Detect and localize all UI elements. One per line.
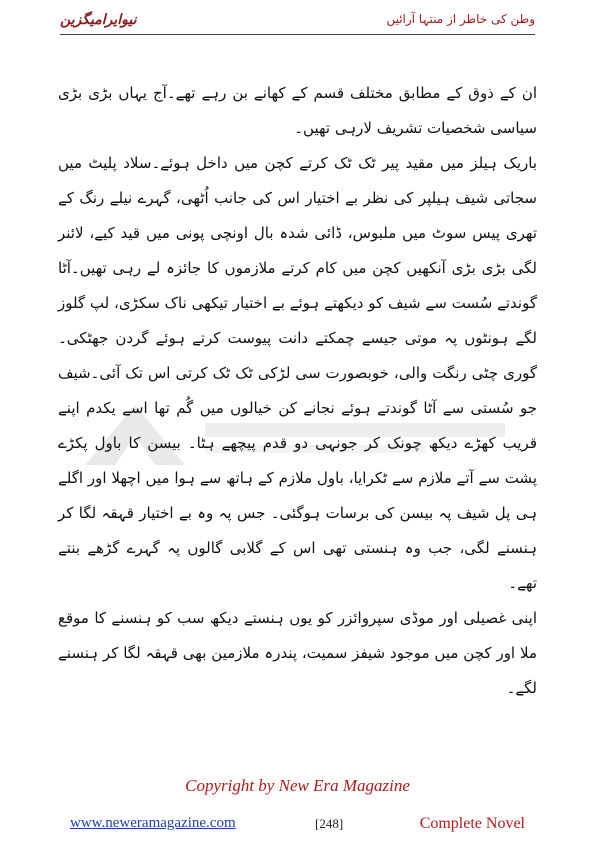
header-divider xyxy=(60,34,535,35)
story-title: وطن کی خاطر از منتہا آرائیں xyxy=(386,12,535,26)
magazine-title: نیوایرامیگزین xyxy=(60,12,137,28)
website-link[interactable]: www.neweramagazine.com xyxy=(70,815,236,831)
body-paragraph: اپنی غصیلی اور موڈی سپروائزر کو یوں ہنستے دیکھ سب کو ہنسنے کا موقع ملا اور کچن میں موجود شیفز سمیت، پندرہ ملازمین بھی قہقہ لگا کر ہنسنے لگے۔ xyxy=(58,609,537,697)
section-label: Complete Novel xyxy=(419,815,525,832)
story-body xyxy=(58,76,537,706)
copyright-notice: Copyright by New Era Magazine xyxy=(185,776,410,795)
page-number: [248] xyxy=(315,816,344,831)
body-paragraph: باریک ہیلز میں مقید پیر ٹک ٹک کرتے کچن میں داخل ہوئے۔سلاد پلیٹ میں سجاتی شیف ہیلپر کی نظر بے اختیار اس کی جانب اُٹھی، گہرے نیلے رنگ کے تھری پیس سوٹ میں ملبوس، ڈائی شدہ بال اونچی پونی میں قید کیے، لائنر لگی بڑی بڑی آنکھیں کچن میں کام کرتے ملازموں کا جائزہ لے رہی تھیں۔آٹا گوندتے سُست سے شیف کو دیکھتے ہوئے بے اختیار تیکھی ناک سکڑی، لپ گلوز لگے ہونٹوں پہ موتی جیسے چمکتے دانت پیوست کرتے ہوئے گردن جھٹکی۔گوری چٹی رنگت والی، خوبصورت سی لڑکی ٹک ٹک کرتی اس تک آئی۔شیف جو سُستی سے آٹا گوندتے ہوئے نجانے کن خیالوں میں گُم تھا اسے یکدم اپنے قریب کھڑے دیکھ چونک کر جونہی دو قدم پیچھے ہٹا۔ بیسن کا باول پکڑے پشت سے آتے ملازم سے ٹکرایا، باول ملازم کے ہاتھ سے ہوا میں اچھلا اور اگلے ہی پل شیف پہ بیسن کی برسات ہوگئی۔ جس پہ وہ بے اختیار قہقہ لگا کر ہنسنے لگی، جب وہ ہنستی تھی اس کے گلابی گالوں پہ گہرے گڑھے بنتے تھے۔ xyxy=(58,154,537,592)
body-paragraph: ان کے ذوق کے مطابق مختلف قسم کے کھانے بن رہے تھے۔آج یہاں بڑی بڑی سیاسی شخصیات تشریف لارہی تھیں۔ xyxy=(58,84,537,137)
page-header xyxy=(60,10,535,32)
page-footer xyxy=(70,815,525,837)
